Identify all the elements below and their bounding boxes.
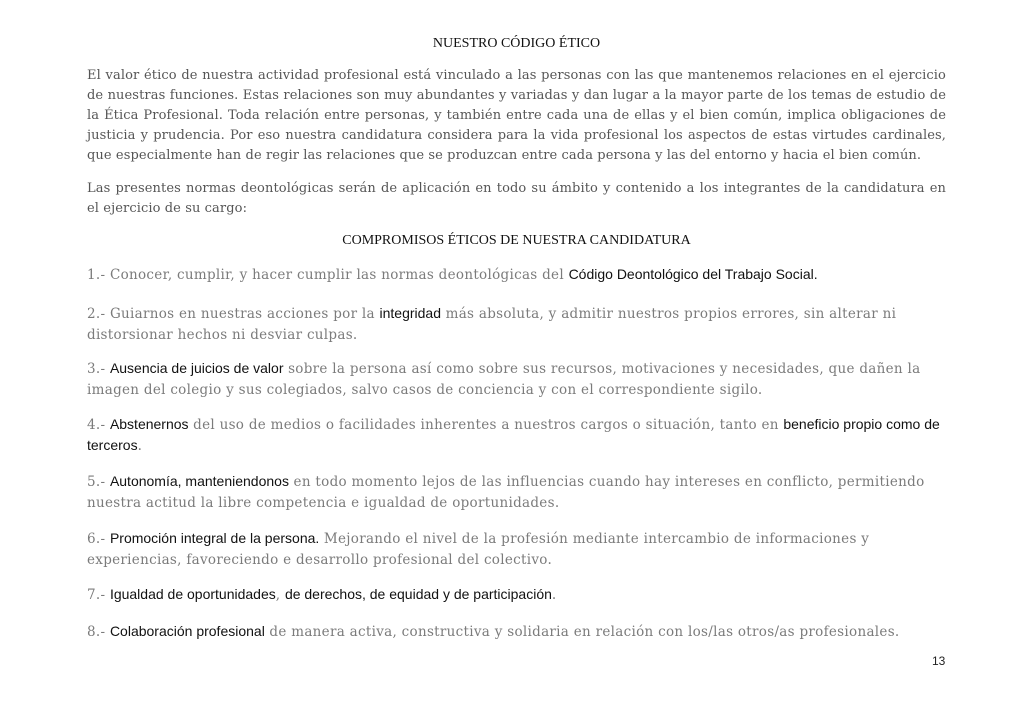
commitment-item-8 bbox=[87, 621, 946, 642]
commitment-item-6 bbox=[87, 528, 946, 570]
item-text: en todo momento lejos de las influencias cuando hay intereses en conflicto, permitiendo nuestra actitud la libre competencia e igualdad de oportunidades. bbox=[87, 474, 925, 511]
commitment-item-7 bbox=[87, 584, 946, 605]
item-emphasis: Código Deontológico del Trabajo Social. bbox=[568, 266, 818, 282]
item-emphasis: de derechos, de equidad y de participación bbox=[284, 586, 552, 602]
item-emphasis: Abstenernos bbox=[109, 416, 189, 432]
item-number: 2.- bbox=[87, 306, 106, 322]
document-title: NUESTRO CÓDIGO ÉTICO bbox=[432, 36, 601, 51]
item-number: 6.- bbox=[87, 531, 106, 547]
item-text: Conocer, cumplir, y hacer cumplir las normas deontológicas del bbox=[109, 267, 569, 283]
item-emphasis: Colaboración profesional bbox=[109, 623, 265, 639]
item-emphasis: beneficio propio como de terceros bbox=[87, 416, 940, 453]
item-emphasis: Igualdad de oportunidades bbox=[109, 586, 276, 602]
item-text: sobre la persona así como sobre sus recursos, motivaciones y necesidades, que dañen la imagen del colegio y sus colegiados, salvo casos de conciencia y con el correspondiente sigilo. bbox=[87, 361, 921, 398]
item-text: más absoluta, y admitir nuestros propios errores, sin alterar ni distorsionar hechos ni desviar culpas. bbox=[87, 306, 897, 343]
commitment-item-3 bbox=[87, 358, 946, 400]
item-emphasis: Ausencia de juicios de valor bbox=[109, 360, 284, 376]
intro-paragraph-2: Las presentes normas deontológicas serán de aplicación en todo su ámbito y contenido a los integrantes de la candidatura en el ejercicio de su cargo: bbox=[87, 181, 946, 216]
item-number: 8.- bbox=[87, 624, 106, 640]
item-text: de manera activa, constructiva y solidaria en relación con los/las otros/as profesionales. bbox=[264, 624, 900, 640]
item-emphasis: Promoción integral de la persona. bbox=[109, 530, 320, 546]
item-text: Mejorando el nivel de la profesión mediante intercambio de informaciones y experiencias, favoreciendo e desarrollo profesional del colectivo. bbox=[87, 531, 870, 568]
commitment-item-5 bbox=[87, 471, 946, 513]
item-text: , bbox=[275, 587, 285, 603]
intro-paragraph-1: El valor ético de nuestra actividad profesional está vinculado a las personas con las que mantenemos relaciones en el ejercicio de nuestras funciones. Estas relaciones son muy abundantes y variadas y dan lugar a la mayor parte de los temas de estudio de la Ética Profesional. Toda relación entre personas, y también entre cada una de ellas y el bien común, implica obligaciones de justicia y prudencia. Por eso nuestra candidatura considera para la vida profesional los aspectos de estas virtudes cardinales, que especialmente han de regir las relaciones que se produzcan entre cada persona y las del entorno y hacia el bien común. bbox=[87, 68, 946, 163]
item-emphasis: Autonomía, manteniendonos bbox=[109, 473, 289, 489]
item-emphasis: integridad bbox=[379, 305, 441, 321]
commitment-item-2 bbox=[87, 303, 946, 345]
item-number: 3.- bbox=[87, 361, 106, 377]
item-number: 5.- bbox=[87, 474, 106, 490]
item-number: 4.- bbox=[87, 417, 106, 433]
commitment-item-4 bbox=[87, 414, 946, 456]
page-number: 13 bbox=[932, 654, 946, 668]
commitments-heading: COMPROMISOS ÉTICOS DE NUESTRA CANDIDATURA bbox=[342, 233, 691, 248]
item-text: . bbox=[137, 438, 143, 454]
item-text: . bbox=[551, 587, 557, 603]
item-number: 7.- bbox=[87, 587, 106, 603]
item-text: Guiarnos en nuestras acciones por la bbox=[109, 306, 380, 322]
item-number: 1.- bbox=[87, 267, 106, 283]
commitment-item-1 bbox=[87, 264, 946, 285]
item-text: del uso de medios o facilidades inherentes a nuestros cargos o situación, tanto en bbox=[188, 417, 784, 433]
